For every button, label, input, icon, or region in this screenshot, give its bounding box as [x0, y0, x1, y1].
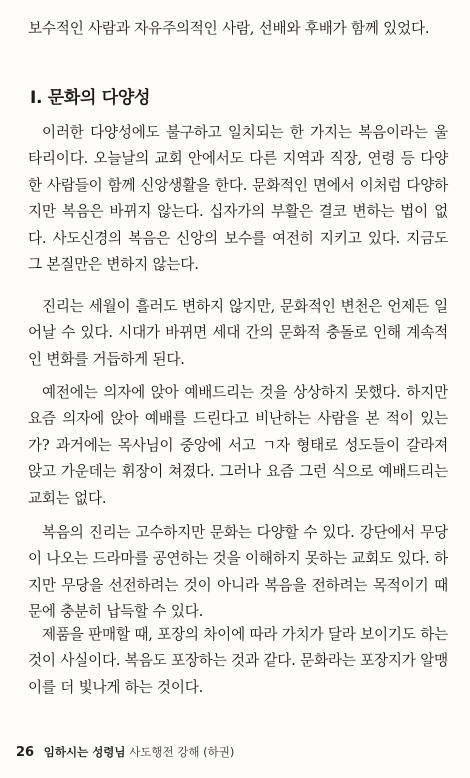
page-number: 26: [16, 745, 35, 760]
body-paragraph: 제품을 판매할 때, 포장의 차이에 따라 가치가 달라 보이기도 하는 것이 사실이다. 복음도 포장하는 것과 같다. 문화라는 포장지가 알맹이를 더 빛나게 하는 것이다.: [28, 626, 448, 696]
body-paragraph: 복음의 진리는 고수하지만 문화는 다양할 수 있다. 강단에서 무당이 나오는 드라마를 공연하는 것을 이해하지 못하는 교회도 있다. 하지만 무당을 선전하려는 것이 아니라 복음을 전하려는 목적이기 때문에 충분히 납득할 수 있다.: [28, 524, 448, 621]
section-heading: I. 문화의 다양성: [30, 88, 151, 108]
page-footer: [16, 744, 234, 760]
body-paragraph: 이러한 다양성에도 불구하고 일치되는 한 가지는 복음이라는 울타리이다. 오늘날의 교회 안에서도 다른 지역과 직장, 연령 등 다양한 사람들이 함께 신앙생활을 한다. 문화적인 면에서 이처럼 다양하지만 복음은 바뀌지 않는다. 십자가의 부활은 결코 변하는 법이 없다. 사도신경의 복음은 신앙의 보수를 여전히 지키고 있다. 지금도 그 본질만은 변하지 않는다.: [28, 124, 448, 274]
body-paragraph: 예전에는 의자에 앉아 예배드리는 것을 상상하지 못했다. 하지만 요즘 의자에 앉아 예배를 드린다고 비난하는 사람을 본 적이 있는가? 과거에는 목사님이 중앙에 서고 ㄱ자 형태로 성도들이 갈라져 앉고 가운데는 휘장이 쳐졌다. 그러나 요즘 그런 식으로 예배드리는 교회는 없다.: [28, 384, 448, 507]
book-title: 임하시는 성령님: [43, 745, 126, 759]
intro-line: 보수적인 사람과 자유주의적인 사람, 선배와 후배가 함께 있었다.: [28, 20, 430, 37]
book-subtitle: 사도행전 강해 (하권): [129, 745, 235, 759]
body-paragraph: 진리는 세월이 흘러도 변하지 않지만, 문화적인 변천은 언제든 일어날 수 있다. 시대가 바뀌면 세대 간의 문화적 충돌로 인해 계속적인 변화를 거듭하게 된다.: [28, 298, 448, 368]
